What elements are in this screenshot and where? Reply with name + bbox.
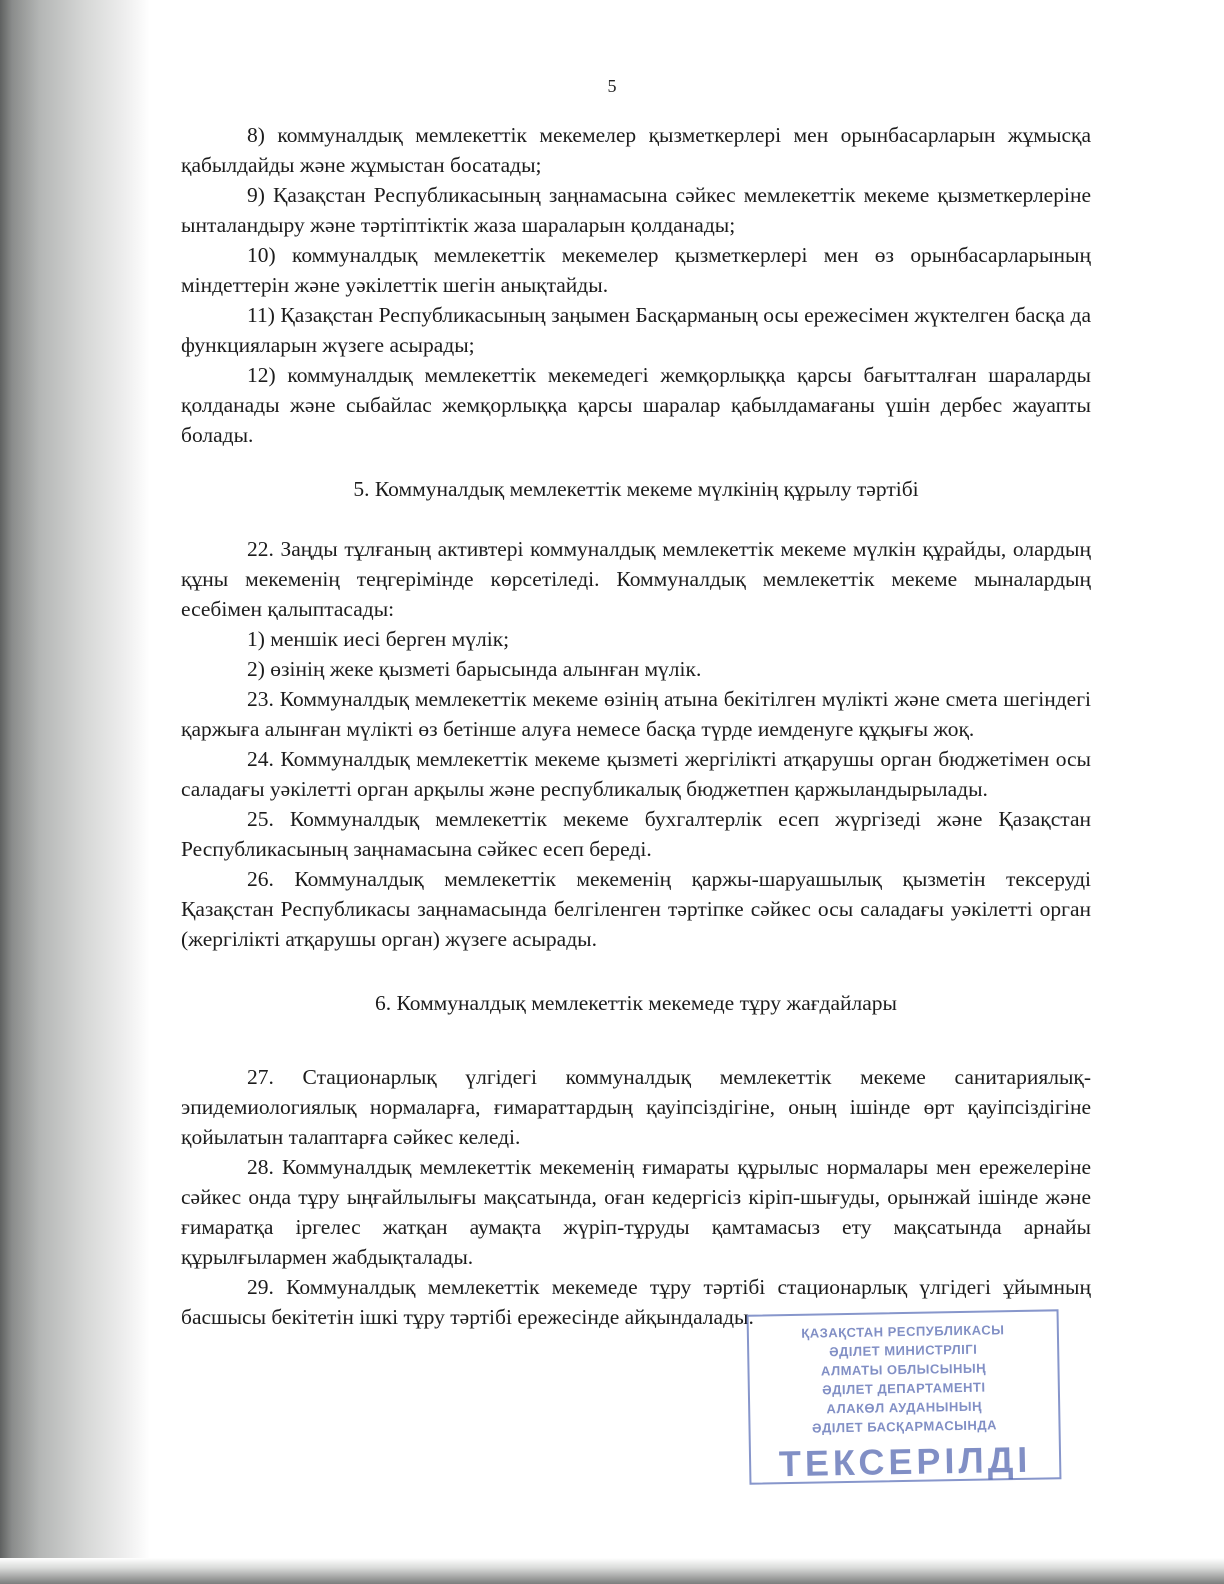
page-number: 5 xyxy=(607,76,617,96)
stamp-text-block xyxy=(749,1311,1059,1438)
scan-shadow-bottom xyxy=(0,1558,1224,1584)
paragraph-22: 22. Заңды тұлғаның активтері коммуналдық мемлекеттік мекеме мүлкін құрайды, олардың құны мекеменің теңгерімінде көрсетіледі. Коммуналдық мемлекеттік мекеме мыналардың есебімен қалыптасады: xyxy=(181,537,1091,621)
section-6-heading: 6. Коммуналдық мемлекеттік мекемеде тұру жағдайлары xyxy=(374,991,898,1015)
stamp-line: ҚАЗАҚСТАН РЕСПУБЛИКАСЫ xyxy=(801,1322,1005,1341)
paragraph-26: 26. Коммуналдық мемлекеттік мекеменің қаржы-шаруашылық қызметін тексеруді Қазақстан Республикасы заңнамасында белгіленген тәртіпке сәйкес осы саладағы уәкілетті орган (жергілікті атқарушы орган) жүзеге асырады. xyxy=(181,867,1091,951)
verification-stamp xyxy=(747,1309,1062,1484)
stamp-line: ӘДІЛЕТ ДЕПАРТАМЕНТІ xyxy=(822,1379,986,1398)
document-body xyxy=(181,120,1091,1332)
stamp-line: ӘДІЛЕТ БАСҚАРМАСЫНДА xyxy=(811,1417,998,1436)
paragraph-29: 29. Коммуналдық мемлекеттік мекемеде тұру тәртібі стационарлық үлгідегі ұйымның басшысы бекітетін ішкі тұру тәртібі ережесінде айқындалады. xyxy=(181,1275,1091,1329)
list-item-10: 10) коммуналдық мемлекеттік мекемелер қызметкерлері мен өз орынбасарларының міндеттерін және уәкілеттік шегін анықтайды. xyxy=(181,243,1091,297)
paragraph-24: 24. Коммуналдық мемлекеттік мекеме қызметі жергілікті атқарушы орган бюджетімен осы саладағы уәкілетті орган арқылы және республикалық бюджетпен қаржыландырылады. xyxy=(181,747,1091,801)
stamp-line: ӘДІЛЕТ МИНИСТРЛІГІ xyxy=(828,1341,978,1360)
paragraph-27: 27. Стационарлық үлгідегі коммуналдық мемлекеттік мекеме санитариялық-эпидемиологиялық нормаларға, ғимараттардың қауіпсіздігіне, оның ішінде өрт қауіпсіздігіне қойылатын талаптарға сәйкес келеді. xyxy=(181,1065,1091,1149)
stamp-verified-label: ТЕКСЕРІЛДІ xyxy=(778,1438,1032,1485)
paragraph-25: 25. Коммуналдық мемлекеттік мекеме бухгалтерлік есеп жүргізеді және Қазақстан Республикасының заңнамасына сәйкес есеп береді. xyxy=(181,807,1091,861)
paragraph-28: 28. Коммуналдық мемлекеттік мекеменің ғимараты құрылыс нормалары мен ережелеріне сәйкес онда тұру ыңғайлылығы мақсатында, оған кедергісіз кіріп-шығуды, орынжай ішінде және ғимаратқа іргелес жатқан аумақта жүріп-тұруды қамтамасыз ету мақсатында арнайы құрылғылармен жабдықталады. xyxy=(181,1155,1091,1269)
section-5-heading: 5. Коммуналдық мемлекеттік мекеме мүлкінің құрылу тәртібі xyxy=(353,477,919,501)
sub-item-1: 1) меншік иесі берген мүлік; xyxy=(247,627,510,651)
scan-shadow-left xyxy=(0,0,150,1584)
sub-item-2: 2) өзінің жеке қызметі барысында алынған мүлік. xyxy=(247,657,702,681)
stamp-line: АЛАКӨЛ АУДАНЫНЫҢ xyxy=(826,1398,983,1417)
paragraph-23: 23. Коммуналдық мемлекеттік мекеме өзінің атына бекітілген мүлікті және смета шегіндегі қаржыға алынған мүлікті өз бетінше алуға немесе басқа түрде иемденуге құқығы жоқ. xyxy=(181,687,1091,741)
list-item-8: 8) коммуналдық мемлекеттік мекемелер қызметкерлері мен орынбасарларын жұмысқа қабылдайды және жұмыстан босатады; xyxy=(181,123,1091,177)
stamp-line: АЛМАТЫ ОБЛЫСЫНЫҢ xyxy=(820,1360,987,1379)
list-item-12: 12) коммуналдық мемлекеттік мекемедегі жемқорлыққа қарсы бағытталған шараларды қолданады және сыбайлас жемқорлыққа қарсы шаралар қабылдамағаны үшін дербес жауапты болады. xyxy=(181,363,1091,447)
list-item-9: 9) Қазақстан Республикасының заңнамасына сәйкес мемлекеттік мекеме қызметкерлеріне ынталандыру және тәртіптіктік жаза шараларын қолданады; xyxy=(181,183,1091,237)
list-item-11: 11) Қазақстан Республикасының заңымен Басқарманың осы ережесімен жүктелген басқа да функцияларын жүзеге асырады; xyxy=(181,303,1091,357)
